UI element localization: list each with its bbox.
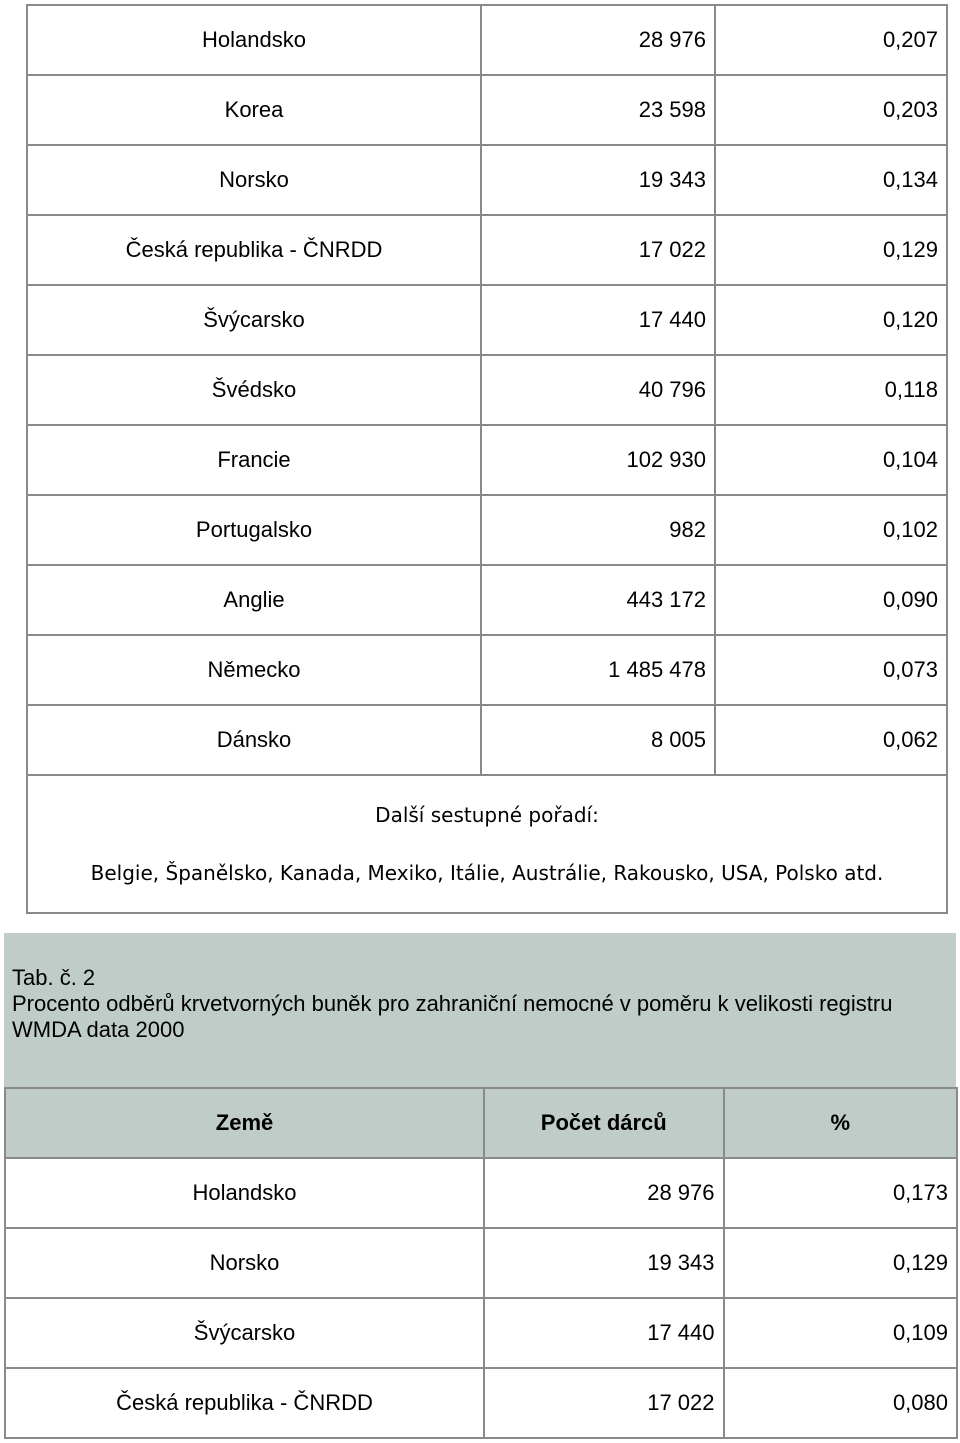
country-cell: Německo: [27, 635, 481, 705]
donor-count-cell: 443 172: [481, 565, 715, 635]
table-row: [27, 705, 947, 775]
table-row: [5, 1228, 957, 1298]
percent-cell: 0,073: [715, 635, 947, 705]
caption-label: Tab. č. 2: [12, 965, 96, 990]
donor-count-cell: 17 022: [481, 215, 715, 285]
table-row: [5, 1368, 957, 1438]
table-header-row: [5, 1088, 957, 1158]
donor-count-cell: 17 022: [484, 1368, 724, 1438]
percent-cell: 0,109: [724, 1298, 957, 1368]
donor-count-cell: 982: [481, 495, 715, 565]
table-row: [27, 425, 947, 495]
percent-cell: 0,118: [715, 355, 947, 425]
country-cell: Portugalsko: [27, 495, 481, 565]
country-cell: Dánsko: [27, 705, 481, 775]
donor-percent-table: [4, 1087, 958, 1439]
percent-cell: 0,134: [715, 145, 947, 215]
table-caption: [4, 933, 956, 1087]
country-cell: Švýcarsko: [27, 285, 481, 355]
table-row: [27, 75, 947, 145]
donor-count-cell: 1 485 478: [481, 635, 715, 705]
percent-cell: 0,090: [715, 565, 947, 635]
country-cell: Korea: [27, 75, 481, 145]
donor-count-cell: 23 598: [481, 75, 715, 145]
percent-cell: 0,207: [715, 5, 947, 75]
country-cell: Norsko: [5, 1228, 484, 1298]
caption-source: WMDA data 2000: [12, 1017, 185, 1042]
donor-count-cell: 17 440: [484, 1298, 724, 1368]
percent-cell: 0,173: [724, 1158, 957, 1228]
donor-count-cell: 19 343: [481, 145, 715, 215]
percent-cell: 0,102: [715, 495, 947, 565]
table-row: [27, 215, 947, 285]
percent-cell: 0,062: [715, 705, 947, 775]
country-cell: Česká republika - ČNRDD: [5, 1368, 484, 1438]
table-row: [27, 5, 947, 75]
table-row: [27, 285, 947, 355]
table-row: [27, 355, 947, 425]
donor-count-cell: 102 930: [481, 425, 715, 495]
table-note-row: [27, 775, 947, 913]
donor-count-cell: 40 796: [481, 355, 715, 425]
percent-cell: 0,080: [724, 1368, 957, 1438]
caption-text: Procento odběrů krvetvorných buněk pro zahraniční nemocné v poměru k velikosti registru: [12, 991, 893, 1016]
country-cell: Česká republika - ČNRDD: [27, 215, 481, 285]
percent-cell: 0,129: [715, 215, 947, 285]
table-row: [27, 565, 947, 635]
donor-count-cell: 17 440: [481, 285, 715, 355]
percent-cell: 0,120: [715, 285, 947, 355]
table-row: [27, 635, 947, 705]
country-cell: Švýcarsko: [5, 1298, 484, 1368]
percent-cell: 0,129: [724, 1228, 957, 1298]
country-cell: Švédsko: [27, 355, 481, 425]
percent-cell: 0,104: [715, 425, 947, 495]
table-row: [27, 145, 947, 215]
donor-count-cell: 28 976: [481, 5, 715, 75]
donor-count-cell: 8 005: [481, 705, 715, 775]
country-cell: Holandsko: [5, 1158, 484, 1228]
country-cell: Anglie: [27, 565, 481, 635]
column-header-donors: Počet dárců: [484, 1088, 724, 1158]
column-header-percent: %: [724, 1088, 957, 1158]
table-row: [5, 1158, 957, 1228]
country-cell: Norsko: [27, 145, 481, 215]
note-heading: Další sestupné pořadí:: [375, 803, 599, 827]
column-header-country: Země: [5, 1088, 484, 1158]
percent-cell: 0,203: [715, 75, 947, 145]
country-cell: Holandsko: [27, 5, 481, 75]
country-cell: Francie: [27, 425, 481, 495]
further-ranking-note: [27, 775, 947, 913]
table-row: [5, 1298, 957, 1368]
note-country-list: Belgie, Španělsko, Kanada, Mexiko, Itálie, Austrálie, Rakousko, USA, Polsko atd.: [90, 861, 884, 885]
table-row: [27, 495, 947, 565]
donor-count-cell: 28 976: [484, 1158, 724, 1228]
donor-count-cell: 19 343: [484, 1228, 724, 1298]
donor-ratio-table: [26, 4, 948, 914]
